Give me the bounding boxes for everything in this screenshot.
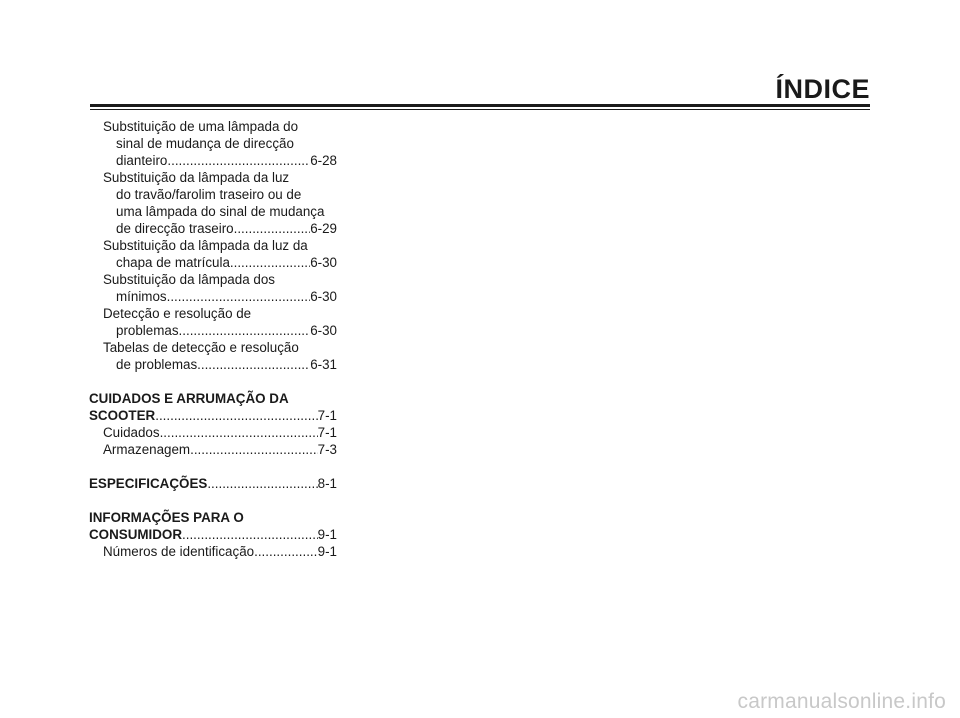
toc-entry[interactable] bbox=[89, 288, 337, 305]
toc-leader-dots bbox=[254, 543, 318, 560]
toc-leader-dots bbox=[197, 356, 310, 373]
toc-entry[interactable] bbox=[89, 356, 337, 373]
toc-entry-text: de direcção traseiro bbox=[116, 221, 234, 236]
toc-page-number: 7-1 bbox=[317, 408, 337, 423]
page-title: ÍNDICE bbox=[775, 74, 870, 104]
toc-section-entry[interactable] bbox=[89, 407, 337, 424]
toc-page-number: 6-29 bbox=[310, 221, 337, 236]
toc-entry[interactable] bbox=[89, 254, 337, 271]
toc-section-entry[interactable] bbox=[89, 475, 337, 492]
toc-entry[interactable] bbox=[89, 441, 337, 458]
toc-entry-text: de problemas bbox=[116, 357, 198, 372]
toc-leader-dots bbox=[190, 441, 318, 458]
section-spacer bbox=[89, 373, 337, 390]
toc-line: do travão/farolim traseiro ou de bbox=[116, 187, 302, 202]
toc-entry-text: problemas bbox=[116, 323, 179, 338]
toc-page-number: 9-1 bbox=[317, 527, 337, 542]
toc-entry[interactable] bbox=[89, 424, 337, 441]
toc-leader-dots bbox=[167, 152, 310, 169]
toc-line: Substituição da lâmpada da luz da bbox=[103, 238, 308, 253]
toc-entry-text: Armazenagem bbox=[103, 442, 191, 457]
toc-leader-dots bbox=[179, 322, 311, 339]
toc-page-number: 7-1 bbox=[317, 425, 337, 440]
toc-page-number: 9-1 bbox=[317, 544, 337, 559]
toc-entry[interactable] bbox=[89, 543, 337, 560]
toc-entry[interactable] bbox=[89, 152, 337, 169]
toc-page-number: 6-28 bbox=[310, 153, 337, 168]
toc-entry[interactable] bbox=[89, 220, 337, 237]
toc-entry[interactable] bbox=[89, 322, 337, 339]
toc-line: uma lâmpada do sinal de mudança bbox=[116, 204, 325, 219]
toc-line: Detecção e resolução de bbox=[103, 306, 252, 321]
toc-leader-dots bbox=[230, 254, 310, 271]
title-rule-thick bbox=[90, 104, 870, 107]
section-spacer bbox=[89, 492, 337, 509]
section-spacer bbox=[89, 458, 337, 475]
toc-line: Substituição da lâmpada dos bbox=[103, 272, 275, 287]
toc-page-number: 7-3 bbox=[317, 442, 337, 457]
toc-page-number: 8-1 bbox=[317, 476, 337, 491]
toc-entry-text: Cuidados bbox=[103, 425, 160, 440]
toc-page-number: 6-31 bbox=[310, 357, 337, 372]
toc-leader-dots bbox=[207, 475, 317, 492]
toc-section-entry[interactable] bbox=[89, 526, 337, 543]
toc-section-heading: INFORMAÇÕES PARA O bbox=[89, 510, 244, 525]
toc-leader-dots bbox=[155, 407, 317, 424]
toc-leader-dots bbox=[234, 220, 311, 237]
toc-entry-text: chapa de matrícula bbox=[116, 255, 230, 270]
toc-page-number: 6-30 bbox=[310, 255, 337, 270]
toc-section-text: ESPECIFICAÇÕES bbox=[89, 476, 208, 491]
toc-section-text: CONSUMIDOR bbox=[89, 527, 182, 542]
toc-line: Substituição de uma lâmpada do bbox=[103, 119, 299, 134]
toc-entry-text: dianteiro bbox=[116, 153, 168, 168]
table-of-contents bbox=[89, 118, 337, 560]
toc-line: Tabelas de detecção e resolução bbox=[103, 340, 299, 355]
toc-section-text: SCOOTER bbox=[89, 408, 156, 423]
toc-page-number: 6-30 bbox=[310, 323, 337, 338]
toc-leader-dots bbox=[160, 424, 318, 441]
toc-line: Substituição da lâmpada da luz bbox=[103, 170, 290, 185]
toc-entry-text: mínimos bbox=[116, 289, 167, 304]
toc-section-heading: CUIDADOS E ARRUMAÇÃO DA bbox=[89, 391, 289, 406]
toc-entry-text: Números de identificação bbox=[103, 544, 255, 559]
toc-line: sinal de mudança de direcção bbox=[116, 136, 294, 151]
toc-page-number: 6-30 bbox=[310, 289, 337, 304]
title-rule-thin bbox=[90, 109, 870, 110]
watermark-text: carmanualsonline.info bbox=[737, 690, 946, 713]
toc-leader-dots bbox=[182, 526, 318, 543]
toc-leader-dots bbox=[167, 288, 311, 305]
